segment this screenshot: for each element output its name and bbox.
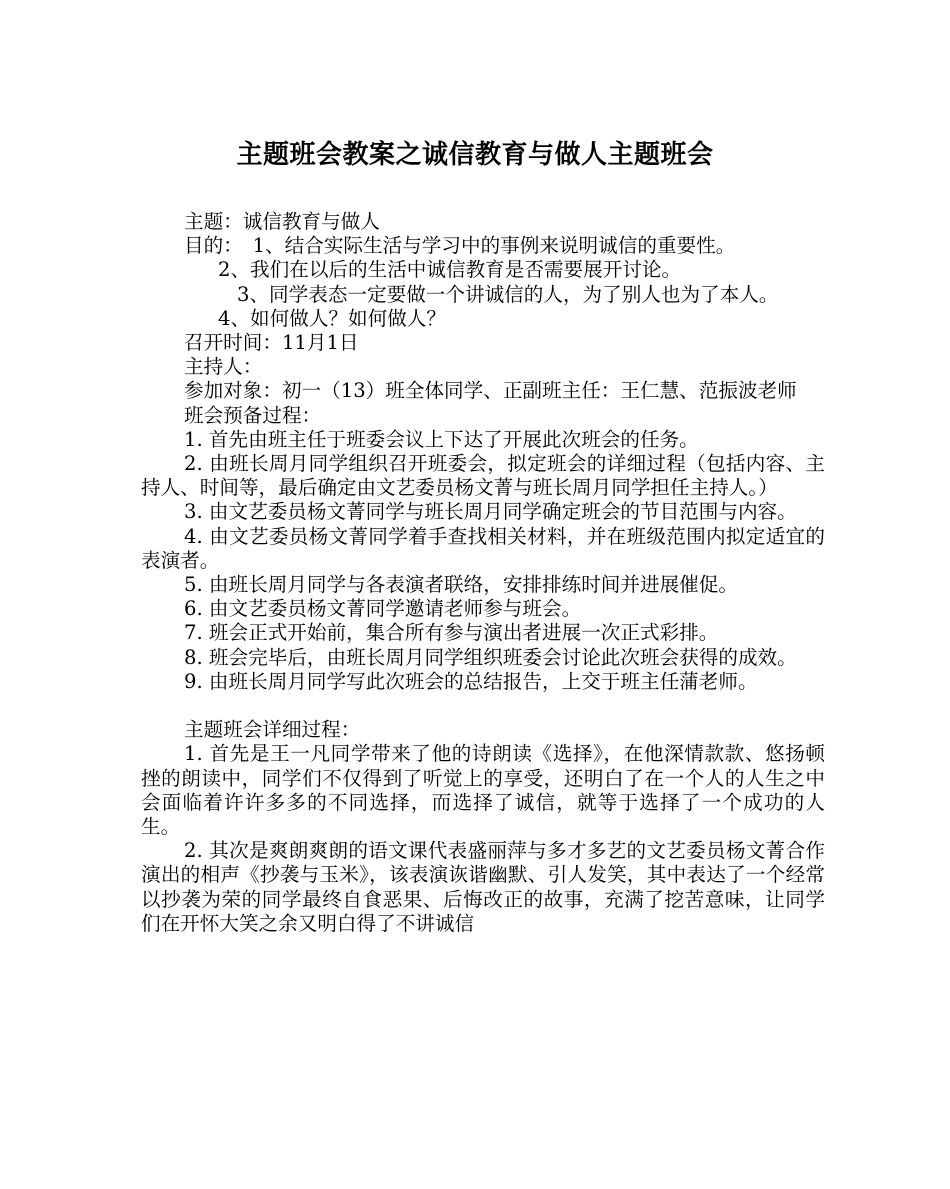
host-line: 主持人： bbox=[184, 355, 263, 379]
detail-item-1: 1. 首先是王一凡同学带来了他的诗朗读《选择》，在他深情款款、悠扬顿挫的朗读中，同学们不仅得到了听觉上的享受，还明白了在一个人的人生之中会面临着许许多多的不同选择，而选择了诚信，就等于选择了一个成功的人生。 bbox=[141, 742, 825, 839]
paragraph-gap bbox=[141, 694, 825, 718]
prep-item-8: 8. 班会完毕后，由班长周月同学组织班委会讨论此次班会获得的成效。 bbox=[184, 645, 797, 669]
prep-item-4: 4. 由文艺委员杨文菁同学着手查找相关材料，并在班级范围内拟定适宜的表演者。 bbox=[141, 524, 825, 572]
purpose-line-1: 目的： 1、结合实际生活与学习中的事例来说明诚信的重要性。 bbox=[184, 234, 736, 258]
prep-item-2: 2. 由班长周月同学组织召开班委会，拟定班会的详细过程（包括内容、主持人、时间等，最后确定由文艺委员杨文菁与班长周月同学担任主持人。） bbox=[141, 452, 825, 500]
purpose-line-2: 2、我们在以后的生活中诚信教育是否需要展开讨论。 bbox=[218, 258, 682, 282]
prep-item-5: 5. 由班长周月同学与各表演者联络，安排排练时间并进展催促。 bbox=[184, 573, 738, 597]
detail-heading: 主题班会详细过程： bbox=[184, 718, 361, 742]
detail-item-2: 2. 其次是爽朗爽朗的语文课代表盛丽萍与多才多艺的文艺委员杨文菁合作演出的相声《抄袭与玉米》，该表演诙谐幽默、引人发笑，其中表达了一个经常以抄袭为荣的同学最终自食恶果、后悔改正的故事，充满了挖苦意味，让同学们在开怀大笑之余又明白得了不讲诚信 bbox=[141, 839, 825, 935]
document-body bbox=[141, 210, 825, 936]
topic-line: 主题：诚信教育与做人 bbox=[184, 210, 380, 233]
participants-line: 参加对象：初一（13）班全体同学、正副班主任：王仁慧、范振波老师 bbox=[184, 379, 797, 403]
document-title: 主题班会教案之诚信教育与做人主题班会 bbox=[236, 140, 714, 170]
meeting-time: 召开时间：11月1日 bbox=[184, 331, 359, 355]
prep-item-3: 3. 由文艺委员杨文菁同学与班长周月同学确定班会的节目范围与内容。 bbox=[184, 500, 797, 524]
prep-heading: 班会预备过程： bbox=[184, 403, 322, 427]
purpose-line-3: 3、同学表态一定要做一个讲诚信的人，为了别人也为了本人。 bbox=[237, 282, 779, 306]
prep-item-1: 1. 首先由班主任于班委会议上下达了开展此次班会的任务。 bbox=[184, 427, 699, 451]
prep-item-7: 7. 班会正式开始前，集合所有参与演出者进展一次正式彩排。 bbox=[184, 621, 719, 645]
prep-item-9: 9. 由班长周月同学写此次班会的总结报告，上交于班主任蒲老师。 bbox=[184, 669, 758, 693]
purpose-line-4: 4、如何做人？如何做人？ bbox=[218, 306, 446, 330]
prep-item-6: 6. 由文艺委员杨文菁同学邀请老师参与班会。 bbox=[184, 597, 582, 621]
